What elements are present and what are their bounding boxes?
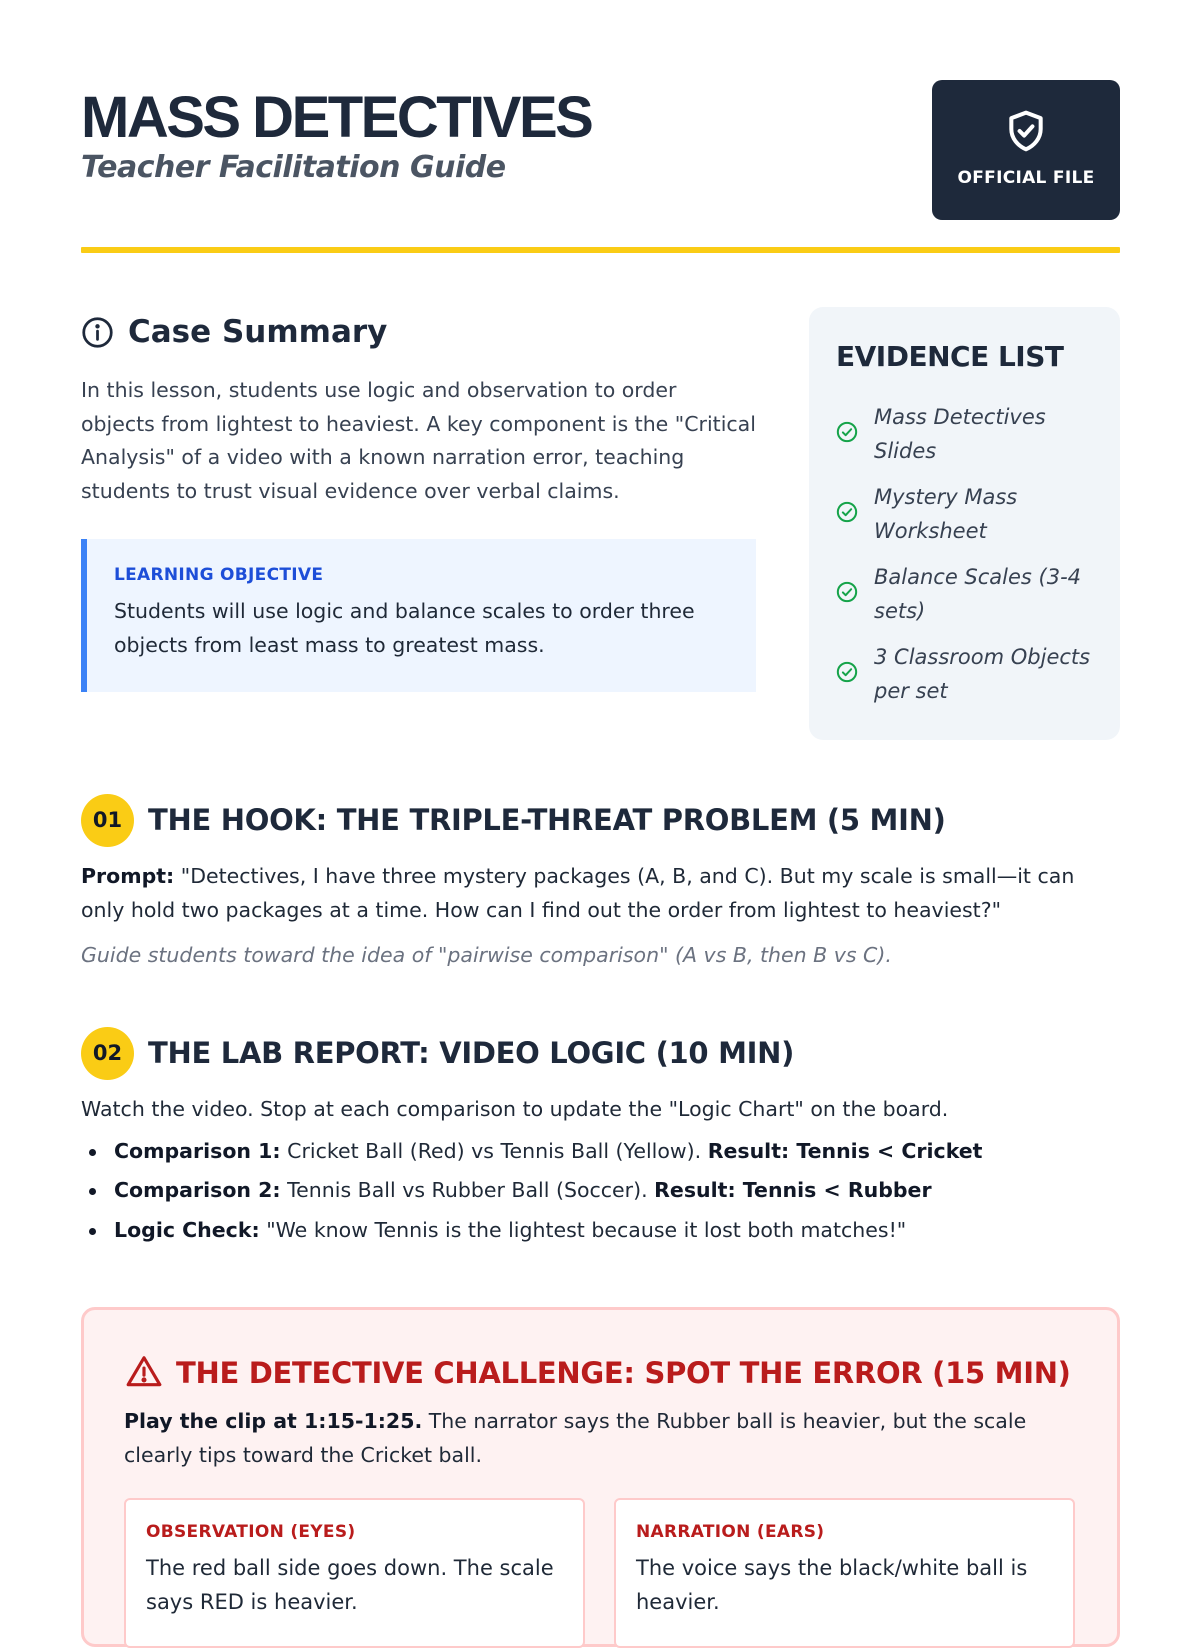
narration-box <box>614 1498 1075 1648</box>
observation-label: OBSERVATION (EYES) <box>146 1522 356 1542</box>
hook-prompt <box>81 860 1120 927</box>
objective-text: Students will use logic and balance scales to order three objects from least mass to greatest mass. <box>114 599 695 657</box>
shield-check-icon <box>1004 106 1048 156</box>
check-circle-icon <box>836 421 858 443</box>
lab-section <box>81 1027 1120 1253</box>
challenge-text <box>124 1405 1077 1472</box>
evidence-list <box>809 307 1120 740</box>
check-circle-icon <box>836 501 858 523</box>
case-summary-heading <box>81 312 756 352</box>
page <box>81 0 1120 1614</box>
warning-triangle-icon <box>124 1353 164 1391</box>
challenge-body: The narrator says the Rubber ball is heavier, but the scale clearly tips toward the Cricket ball. <box>124 1409 1027 1467</box>
page-subtitle: Teacher Facilitation Guide <box>81 150 506 185</box>
section-title: THE LAB REPORT: VIDEO LOGIC (10 MIN) <box>148 1036 795 1070</box>
evidence-item-label: Balance Scales (3-4 sets) <box>874 565 1082 623</box>
bullet-text: "We know Tennis is the lightest because it lost both matches!" <box>259 1217 907 1242</box>
hook-heading <box>81 794 1120 848</box>
badge-label: OFFICIAL FILE <box>957 168 1095 188</box>
case-summary-text: In this lesson, students use logic and observation to order objects from lightest to heaviest. A key component is the "Critical Analysis" of a video with a known narration error, teaching students to trust visual evidence over verbal claims. <box>81 378 756 503</box>
hook-note: Guide students toward the idea of "pairwise comparison" (A vs B, then B vs C). <box>81 943 892 967</box>
official-file-badge <box>932 80 1120 220</box>
observation-text: The red ball side goes down. The scale says RED is heavier. <box>146 1556 554 1614</box>
hook-section <box>81 794 1120 973</box>
list-item <box>81 1214 1120 1248</box>
list-item <box>81 1174 1120 1208</box>
evidence-heading: EVIDENCE LIST <box>836 340 1064 373</box>
bullet-label: Comparison 2: <box>114 1178 281 1202</box>
learning-objective <box>81 539 756 692</box>
bullet-text: Tennis Ball vs Rubber Ball (Soccer). <box>280 1178 655 1202</box>
section-title: THE HOOK: THE TRIPLE-THREAT PROBLEM (5 MIN) <box>148 803 946 837</box>
section-number: 01 <box>81 794 134 847</box>
case-summary <box>81 312 756 692</box>
page-title: MASS DETECTIVES <box>81 85 592 150</box>
list-item <box>836 401 1100 468</box>
bullet-result: Result: Tennis < Cricket <box>707 1138 983 1163</box>
challenge-lead: Play the clip at 1:15-1:25. <box>124 1409 423 1433</box>
challenge-title: THE DETECTIVE CHALLENGE: SPOT THE ERROR (15 MIN) <box>176 1356 1071 1390</box>
list-item <box>836 641 1100 708</box>
bullet-label: Logic Check: <box>114 1217 260 1242</box>
bullet-result: Result: Tennis < Rubber <box>654 1178 932 1202</box>
header <box>81 80 1120 250</box>
narration-label: NARRATION (EARS) <box>636 1522 825 1542</box>
header-divider <box>81 247 1120 253</box>
case-summary-title: Case Summary <box>128 314 388 350</box>
list-item <box>836 561 1100 628</box>
bullet-text: Cricket Ball (Red) vs Tennis Ball (Yellow). <box>280 1138 708 1163</box>
evidence-item-label: Mass Detectives Slides <box>874 405 1046 463</box>
lab-intro: Watch the video. Stop at each comparison to update the "Logic Chart" on the board. <box>81 1097 949 1121</box>
list-item <box>836 481 1100 548</box>
detective-challenge <box>81 1307 1120 1647</box>
check-circle-icon <box>836 581 858 603</box>
challenge-heading <box>124 1353 1077 1393</box>
prompt-text: "Detectives, I have three mystery packages (A, B, and C). But my scale is small—it can only hold two packages at a time. How can I find out the order from lightest to heaviest?" <box>81 864 1075 922</box>
evidence-items <box>836 401 1100 708</box>
observation-box <box>124 1498 585 1648</box>
list-item <box>81 1135 1120 1169</box>
section-number: 02 <box>81 1027 134 1080</box>
objective-label: LEARNING OBJECTIVE <box>114 565 324 585</box>
evidence-item-label: 3 Classroom Objects per set <box>874 645 1091 703</box>
evidence-item-label: Mystery Mass Worksheet <box>874 485 1018 543</box>
narration-text: The voice says the black/white ball is heavier. <box>636 1556 1028 1614</box>
lab-heading <box>81 1027 1120 1081</box>
lab-bullets <box>81 1135 1120 1248</box>
prompt-label: Prompt: <box>81 864 175 888</box>
check-circle-icon <box>836 661 858 683</box>
bullet-label: Comparison 1: <box>114 1138 281 1163</box>
info-icon <box>81 316 114 349</box>
